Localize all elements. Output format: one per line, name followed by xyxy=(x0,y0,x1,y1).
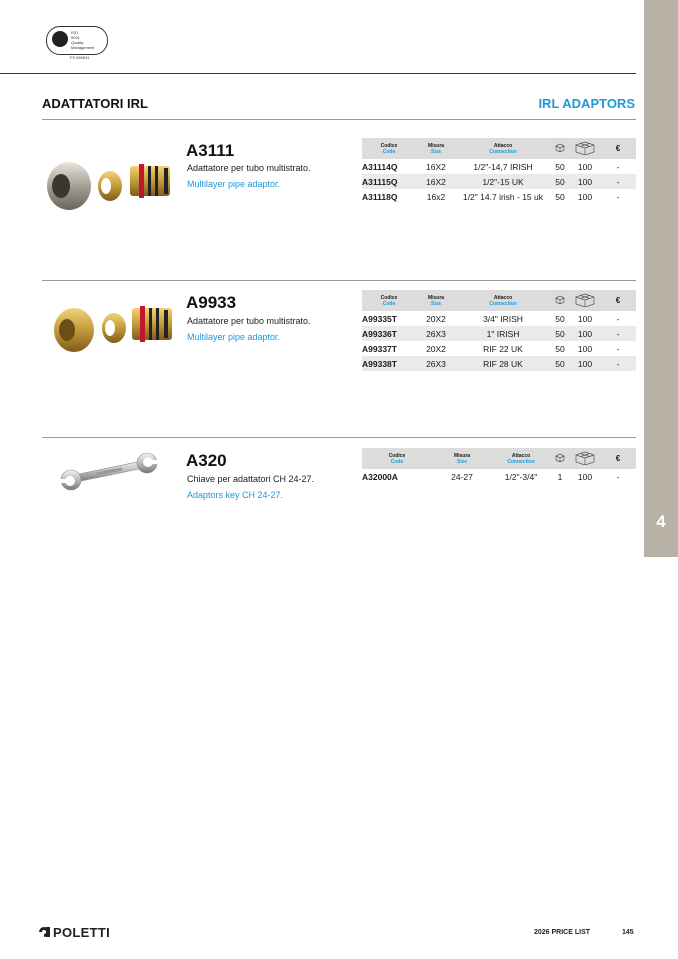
table-row: A99335T 20X2 3/4" IRISH 50 100 - xyxy=(362,313,620,324)
product-divider xyxy=(42,280,636,281)
product-description-en: Multilayer pipe adaptor. xyxy=(187,332,281,342)
section-title-it: ADATTATORI IRL xyxy=(42,96,148,111)
multi-box-icon xyxy=(570,448,600,469)
code-column-header: Codice Code xyxy=(362,290,416,311)
table-header-row xyxy=(362,290,636,311)
certification-text: ISO 9001 Quality Management xyxy=(71,30,95,50)
connection-column-header: Attacco Connection xyxy=(456,290,550,311)
iso-certification-logo xyxy=(46,26,108,55)
single-box-icon xyxy=(550,290,570,311)
a9933-price-table xyxy=(362,290,636,371)
size-column-header: Misura Size xyxy=(432,448,492,469)
certification-seal-icon xyxy=(52,31,68,47)
price-column-header: € xyxy=(600,138,636,159)
table-row: A99337T 20X2 RIF 22 UK 50 100 - xyxy=(362,343,620,354)
table-header-row xyxy=(362,448,636,469)
a3111-price-table xyxy=(362,138,636,204)
single-box-icon xyxy=(550,138,570,159)
product-description-en: Adaptors key CH 24-27. xyxy=(187,490,284,500)
connection-column-header: Attacco Connection xyxy=(492,448,550,469)
product-description-en: Multilayer pipe adaptor. xyxy=(187,179,281,189)
section-title-en: IRL ADAPTORS xyxy=(538,96,635,111)
code-column-header: Codice Code xyxy=(362,138,416,159)
connection-column-header: Attacco Connection xyxy=(456,138,550,159)
size-column-header: Misura Size xyxy=(416,138,456,159)
table-row: A31115Q 16X2 1/2"-15 UK 50 100 - xyxy=(362,174,636,189)
product-description-it: Adattatore per tubo multistrato. xyxy=(187,316,311,326)
table-row: A99338T 26X3 RIF 28 UK 50 100 - xyxy=(362,356,636,371)
chapter-number: 4 xyxy=(656,512,666,531)
table-row: A99336T 26X3 1" IRISH 50 100 - xyxy=(362,326,636,341)
table-row: A31118Q 16x2 1/2" 14.7 irish - 15 uk 50 100 - xyxy=(362,191,620,202)
a320-price-table xyxy=(362,448,636,484)
table-row: A31114Q 16X2 1/2"-14,7 IRISH 50 100 - xyxy=(362,161,620,172)
size-column-header: Misura Size xyxy=(416,290,456,311)
table-row: A32000A 24-27 1/2"-3/4" 1 100 - xyxy=(362,471,620,482)
price-list-label: 2026 PRICE LIST xyxy=(534,929,591,936)
section-divider xyxy=(42,119,636,120)
poletti-logo-mark-icon xyxy=(38,926,52,938)
a3111-product-image xyxy=(44,150,178,220)
single-box-icon xyxy=(550,448,570,469)
chapter-tab xyxy=(644,0,678,557)
price-column-header: € xyxy=(600,290,636,311)
price-column-header: € xyxy=(600,448,636,469)
poletti-logo xyxy=(38,925,110,940)
product-description-it: Adattatore per tubo multistrato. xyxy=(187,163,311,173)
product-code-title: A3111 xyxy=(186,141,235,160)
product-code-title: A9933 xyxy=(186,293,237,312)
table-header-row xyxy=(362,138,636,159)
certification-caption: FS 559631 xyxy=(70,55,90,60)
header-divider xyxy=(0,73,636,74)
a320-wrench-image xyxy=(58,450,160,492)
product-description-it: Chiave per adattatori CH 24-27. xyxy=(187,474,315,484)
brand-name: POLETTI xyxy=(53,925,110,940)
page-number: 145 xyxy=(622,929,634,936)
multi-box-icon xyxy=(570,290,600,311)
multi-box-icon xyxy=(570,138,600,159)
product-code-title: A320 xyxy=(186,451,227,470)
a9933-product-image xyxy=(52,296,178,360)
product-divider xyxy=(42,437,636,438)
code-column-header: Codice Code xyxy=(362,448,432,469)
